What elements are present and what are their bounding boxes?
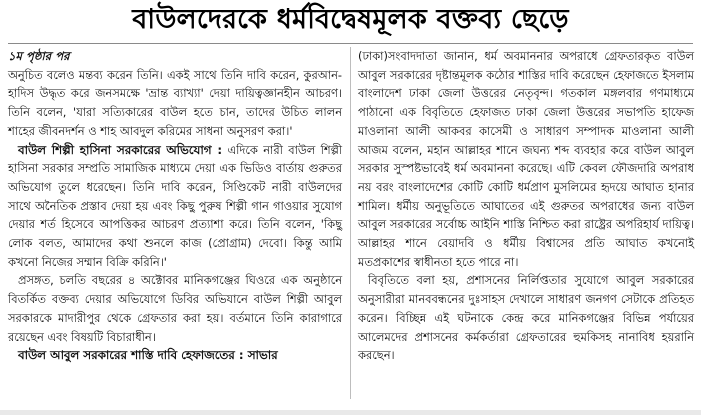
left-column (8, 47, 342, 365)
subhead-hefazat-savar: বাউল আবুল সরকারের শাস্তি দাবি হেফাজতের : সাভার (18, 348, 278, 363)
column-divider (350, 47, 351, 399)
left-para-1-text: অনুচিত বলেও মন্তব্য করেন তিনি। একই সাথে তিনি দাবি করেন, কুরআন-হাদিস উদ্ধৃত করে জনসমক্ষে 'ভ্রান্ত ব্যাখ্যা' দেয়া দায়িত্বজ্ঞানহীন আচরণ। তিনি বলেন, 'যারা সত্যিকারের বাউল হতে চান, তাদের উচিত লালন শাহের জীবনদর্শন ও শাহ আবদুল করিমের সাধনা অনুসরণ করা।' (8, 67, 342, 138)
headline: বাউলদেরকে ধর্মবিদ্বেষমূলক বক্তব্য ছেড়ে (132, 4, 569, 35)
left-subhead-savar (8, 346, 342, 365)
left-para-3: প্রসঙ্গত, চলতি বছরের ৪ অক্টোবর মানিকগঞ্জের ঘিওরে এক অনুষ্ঠানে বিতর্কিত বক্তব্য দেয়ার অভিযোগে ডিবির অভিযানে বাউল শিল্পী আবুল সরকারকে মাদারীপুর থেকে গ্রেফতার করা হয়। বর্তমানে তিনি কারাগারে রয়েছেন এবং বিষয়টি বিচারাধীন। (8, 273, 342, 344)
jump-from-label: ১ম পৃষ্ঠার পর (8, 49, 70, 63)
right-para-1: (ঢাকা)সংবাদদাতা জানান, ধর্ম অবমাননার অপরাধে গ্রেফতারকৃত বাউল আবুল সরকারের দৃষ্টান্তমূলক কঠোর শাস্তির দাবি করেছেন হেফাজতে ইসলাম বাংলাদেশ ঢাকা জেলা উত্তরের নেতৃবৃন্দ। গতকাল মঙ্গলবার গণমাধ্যমে পাঠানো এক বিবৃতিতে হেফাজত ঢাকা জেলা উত্তরের সভাপতি হাফেজ মাওলানা আলী আকবর কাসেমী ও সাধারণ সম্পাদক মাওলানা আলী আজম বলেন, মহান আল্লাহর শানে জঘন্য শব্দ ব্যবহার করে বাউল আবুল সরকার সুস্পষ্টভাবেই ধর্ম অবমাননা করেছে। এটি কেবল ফৌজদারি অপরাধ নয় বরং বাংলাদেশের কোটি কোটি ধর্মপ্রাণ মুসলিমের হৃদয়ে আঘাত হানার শামিল। ধর্মীয় অনুভূতিতে আঘাতের এই গুরুতর অপরাধের জন্য বাউল আবুল সরকারের সর্বোচ্চ আইনি শাস্তি নিশ্চিত করা রাষ্ট্রের অপরিহার্য দায়িত্ব। আল্লাহর শানে বেয়াদবি ও ধর্মীয় বিশ্বাসের প্রতি আঘাত কখনোই মতপ্রকাশের স্বাধীনতা হতে পারে না। (358, 49, 694, 269)
left-para-1 (8, 47, 342, 141)
left-para-2-text: এদিকে নারী বাউল শিল্পী হাসিনা সরকার সম্প্রতি সামাজিক মাধ্যমে দেয়া এক ভিডিও বার্তায় গুরুতর অভিযোগ তুলে ধরেছেন। তিনি দাবি করেন, সিণ্ডিকেট নারী বাউলদের সাথে অনৈতিক প্রস্তাব দেয়া হয় এবং কিছু পুরুষ শিল্পী গান গাওয়ার সুযোগ দেয়ার শর্ত হিসেবে আপত্তিকর আচরণ প্রত্যাশা করে। তিনি বলেন, 'কিছু লোক বলত, আমাদের কথা শুনলে কাজ (প্রোগ্রাম) দেবো। কিন্তু আমি কখনো নিজের সম্মান বিক্রি করিনি।' (8, 142, 342, 269)
right-para-2: বিবৃতিতে বলা হয়, প্রশাসনের নির্লিপ্ততার সুযোগে আবুল সরকারের অনুসারীরা মানববন্ধনের দুঃসাহস দেখালে সাধারণ জনগণ সেটাকে প্রতিহত করেন। বিচ্ছিন্ন এই ঘটনাকে কেন্দ্র করে মানিকগঞ্জের বিভিন্ন পর্যায়ের আলেমদের প্রশাসনের কর্মকর্তারা গ্রেফতারের হুমকিসহ নানাবিধ হয়রানি করছেন। (358, 273, 694, 363)
left-para-2 (8, 141, 342, 272)
subhead-hasina: বাউল শিল্পী হাসিনা সরকারের অভিযোগ : (18, 142, 223, 157)
page-bottom-strip (0, 410, 701, 415)
headline-rule (8, 43, 693, 44)
right-column (358, 47, 694, 365)
